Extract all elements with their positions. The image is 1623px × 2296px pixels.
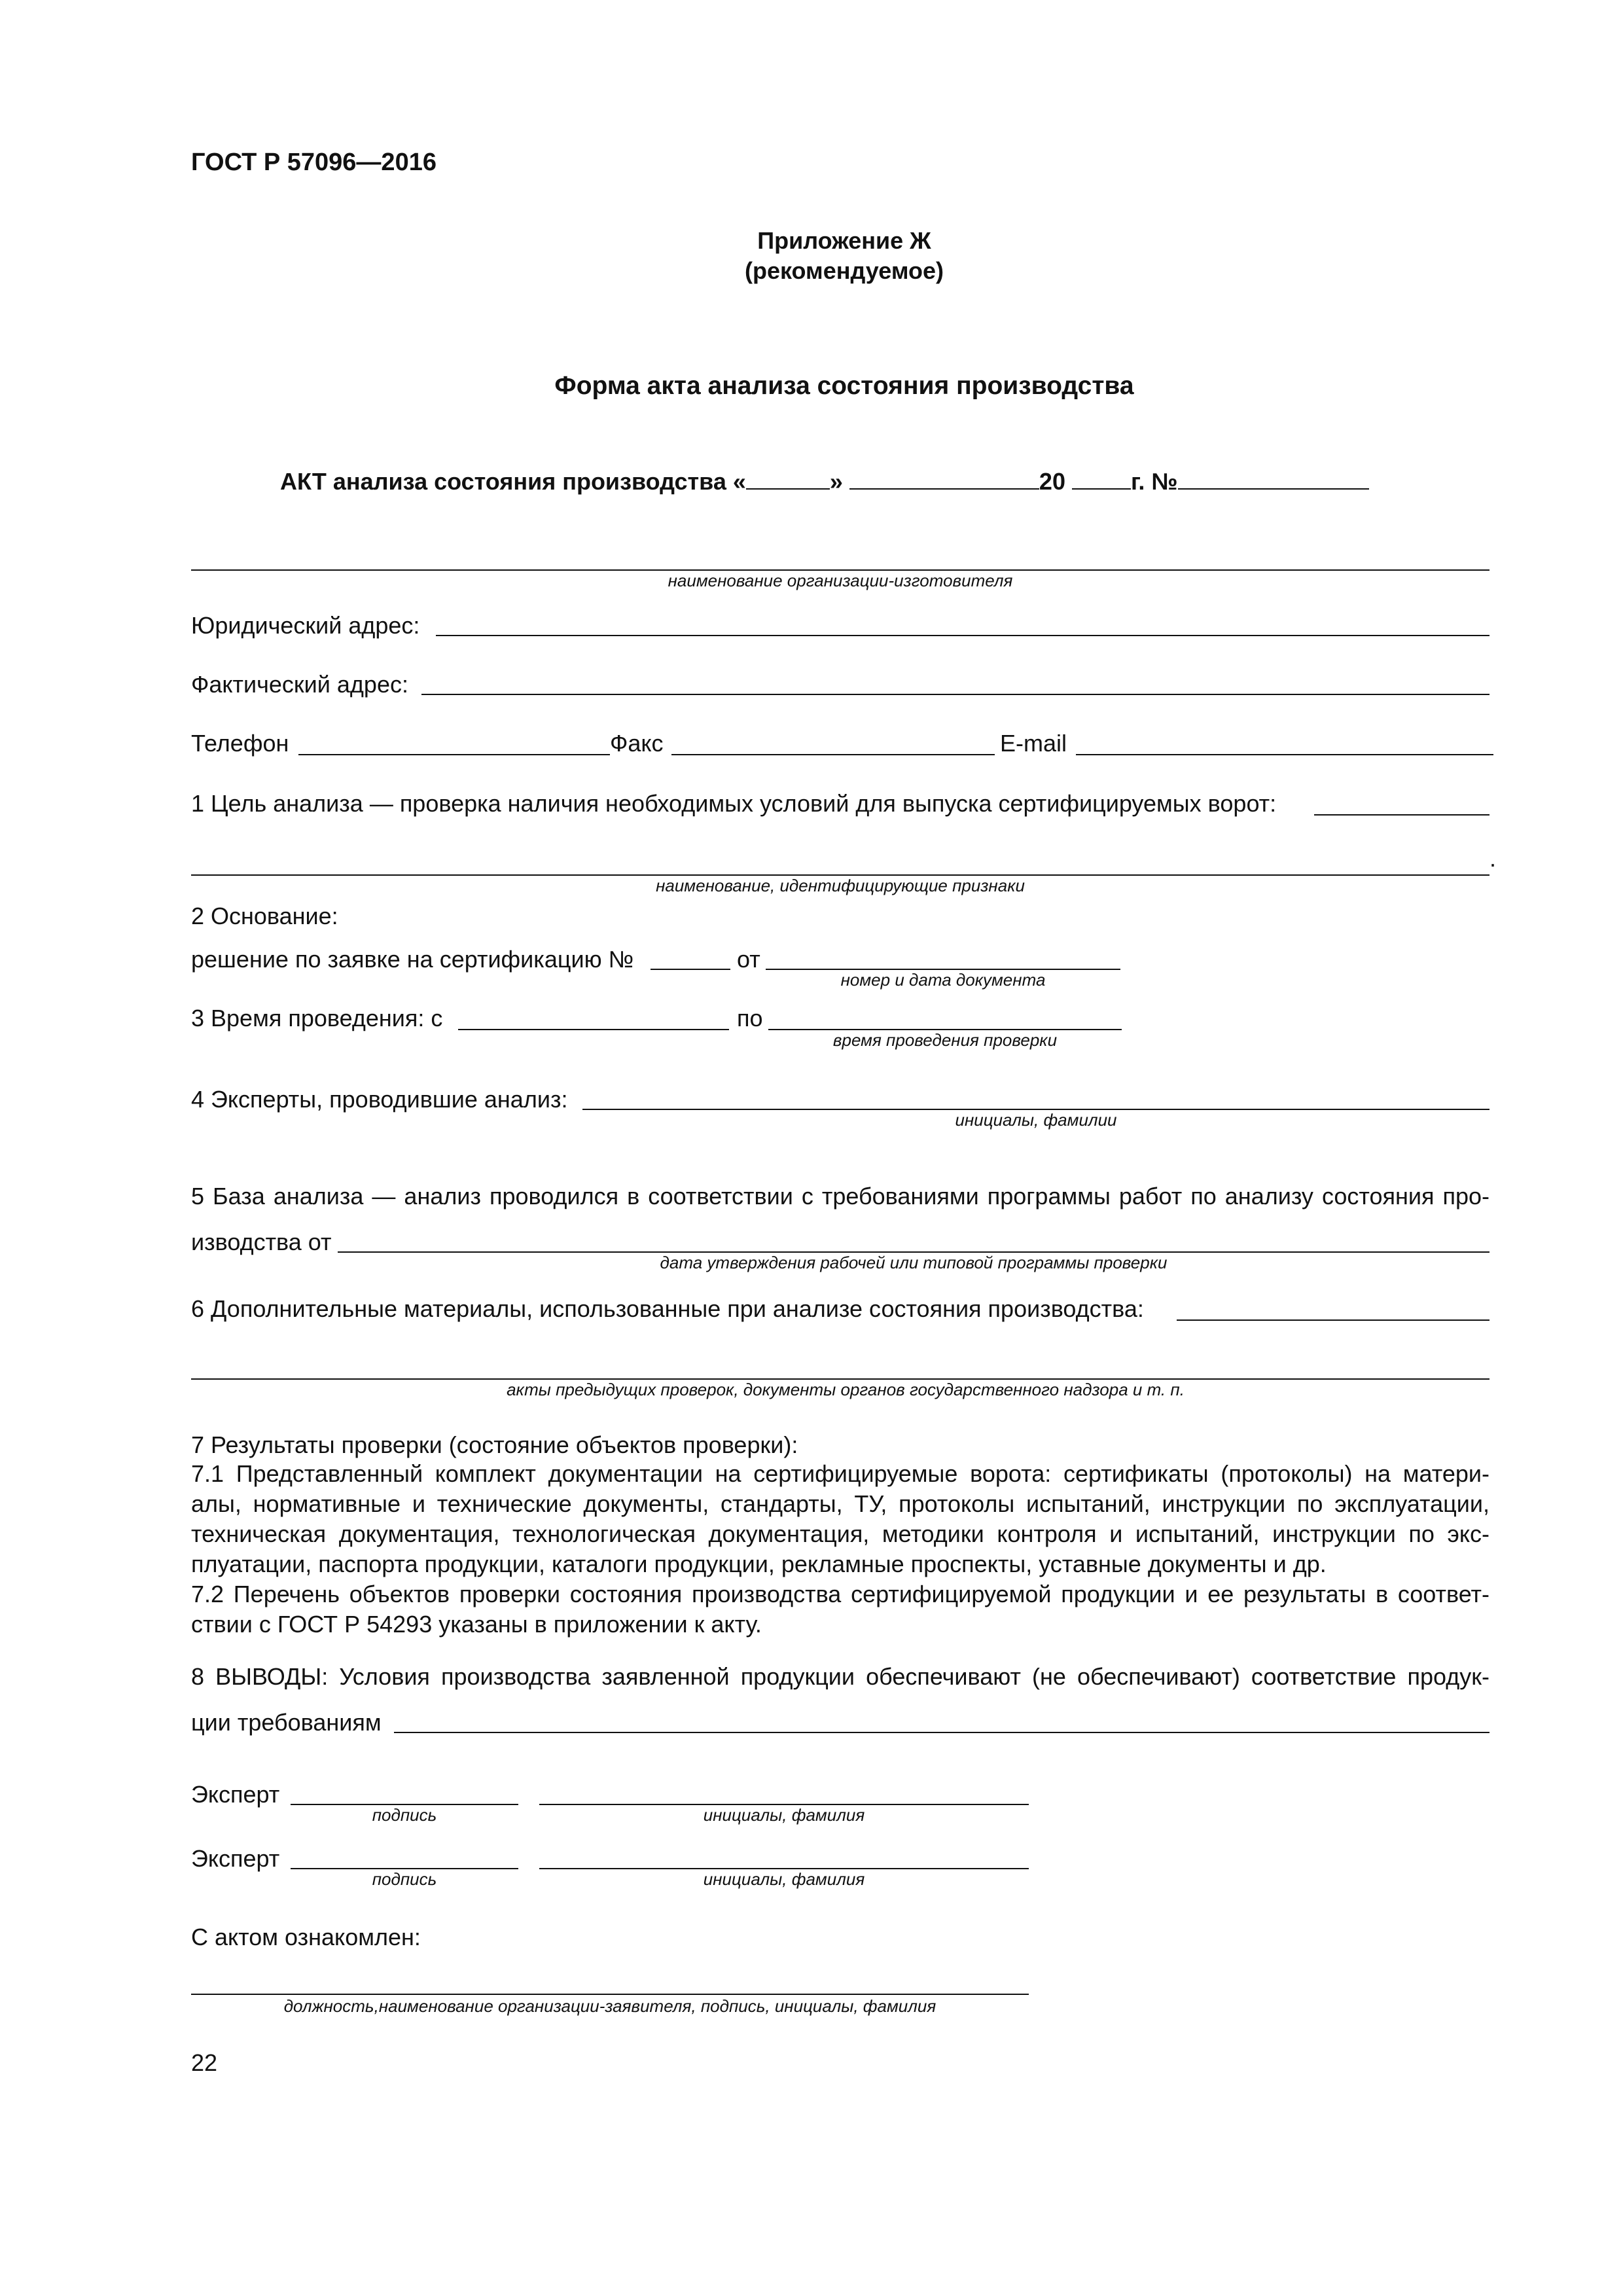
act-number-label: г. №	[1130, 468, 1178, 495]
section-5-line-2: изводства от	[191, 1229, 332, 1255]
act-prefix: АКТ анализа состояния производства «	[280, 468, 746, 495]
section-7-1-line-4: плуатации, паспорта продукции, каталоги продукции, рекламные проспекты, уставные документы и др.	[191, 1551, 1327, 1577]
section-2-title: 2 Основание:	[191, 903, 338, 929]
org-name-caption: наименование организации-изготовителя	[668, 571, 1013, 590]
section-1-period: .	[1489, 845, 1497, 872]
section-7-1-line-3: техническая документация, технологическая документация, методики контроля и испытаний, инструкции по экс-	[191, 1520, 1489, 1547]
actual-address-field[interactable]	[421, 694, 1489, 695]
act-year-field[interactable]	[1072, 469, 1131, 490]
section-1-inline-field[interactable]	[1314, 814, 1489, 816]
document-caption: номер и дата документа	[840, 970, 1046, 990]
phone-field[interactable]	[298, 754, 610, 755]
standard-header: ГОСТ Р 57096—2016	[191, 149, 437, 176]
application-number-field[interactable]	[651, 969, 730, 970]
section-2-line: решение по заявке на сертификацию №	[191, 946, 634, 973]
section-7-2-line-1: 7.2 Перечень объектов проверки состояния производства сертифицируемой продукции и ее результаты в соответ-	[191, 1581, 1489, 1607]
email-field[interactable]	[1076, 754, 1493, 755]
section-4-text: 4 Эксперты, проводившие анализ:	[191, 1086, 568, 1113]
fax-label: Факс	[610, 730, 664, 757]
expert-1-name-caption: инициалы, фамилия	[703, 1805, 865, 1825]
experts-caption: инициалы, фамилии	[955, 1110, 1117, 1130]
section-7-title: 7 Результаты проверки (состояние объектов проверки):	[191, 1431, 798, 1458]
section-8-line-2: ции требованиям	[191, 1709, 382, 1736]
act-quote-close: »	[829, 468, 843, 495]
appendix-title: Приложение Ж	[757, 227, 931, 254]
expert-2-name-caption: инициалы, фамилия	[703, 1869, 865, 1889]
expert-1-label: Эксперт	[191, 1781, 280, 1808]
page-number: 22	[191, 2049, 218, 2076]
section-2-from: от	[737, 946, 760, 973]
act-year-prefix: 20	[1039, 468, 1065, 495]
section-7-2-line-2: ствии с ГОСТ Р 54293 указаны в приложении к акту.	[191, 1611, 762, 1638]
conclusions-field[interactable]	[394, 1732, 1489, 1733]
expert-2-label: Эксперт	[191, 1845, 280, 1872]
acknowledged-label: С актом ознакомлен:	[191, 1924, 421, 1950]
act-day-field[interactable]	[746, 469, 830, 490]
email-label: E-mail	[1000, 730, 1067, 757]
section-3-to: по	[737, 1005, 763, 1031]
legal-address-field[interactable]	[436, 635, 1489, 636]
section-1-caption: наименование, идентифицирующие признаки	[656, 876, 1025, 895]
act-month-field[interactable]	[849, 469, 1039, 490]
expert-1-signature-caption: подпись	[372, 1805, 437, 1825]
form-title: Форма акта анализа состояния производства	[554, 372, 1134, 400]
materials-caption: акты предыдущих проверок, документы органов государственного надзора и т. п.	[507, 1380, 1185, 1399]
fax-field[interactable]	[671, 754, 995, 755]
act-number-field[interactable]	[1178, 469, 1369, 490]
time-caption: время проведения проверки	[832, 1030, 1058, 1050]
section-8-line-1: 8 ВЫВОДЫ: Условия производства заявленной продукции обеспечивают (не обеспечивают) соответствие продук-	[191, 1663, 1489, 1690]
expert-2-signature-caption: подпись	[372, 1869, 437, 1889]
appendix-status: (рекомендуемое)	[745, 257, 944, 284]
materials-inline-field[interactable]	[1177, 1319, 1489, 1321]
section-6-text: 6 Дополнительные материалы, использованные при анализе состояния производства:	[191, 1295, 1144, 1322]
acknowledged-caption: должность,наименование организации-заявителя, подпись, инициалы, фамилия	[283, 1996, 936, 2016]
phone-label: Телефон	[191, 730, 289, 757]
act-heading	[280, 467, 1369, 496]
section-3-text: 3 Время проведения: с	[191, 1005, 443, 1031]
section-7-1-line-1: 7.1 Представленный комплект документации на сертифицируемые ворота: сертификаты (протоколы) на матери-	[191, 1460, 1489, 1487]
section-1-text: 1 Цель анализа — проверка наличия необходимых условий для выпуска сертифицируемых ворот:	[191, 790, 1277, 817]
section-5-line-1: 5 База анализа — анализ проводился в соответствии с требованиями программы работ по анализу состояния про-	[191, 1183, 1489, 1210]
acknowledged-field[interactable]	[191, 1994, 1029, 1995]
actual-address-label: Фактический адрес:	[191, 671, 408, 698]
program-caption: дата утверждения рабочей или типовой программы проверки	[660, 1253, 1168, 1272]
legal-address-label: Юридический адрес:	[191, 612, 420, 639]
time-from-field[interactable]	[458, 1029, 729, 1030]
section-7-1-line-2: алы, нормативные и технические документы, стандарты, ТУ, протоколы испытаний, инструкции по эксплуатации,	[191, 1490, 1489, 1517]
